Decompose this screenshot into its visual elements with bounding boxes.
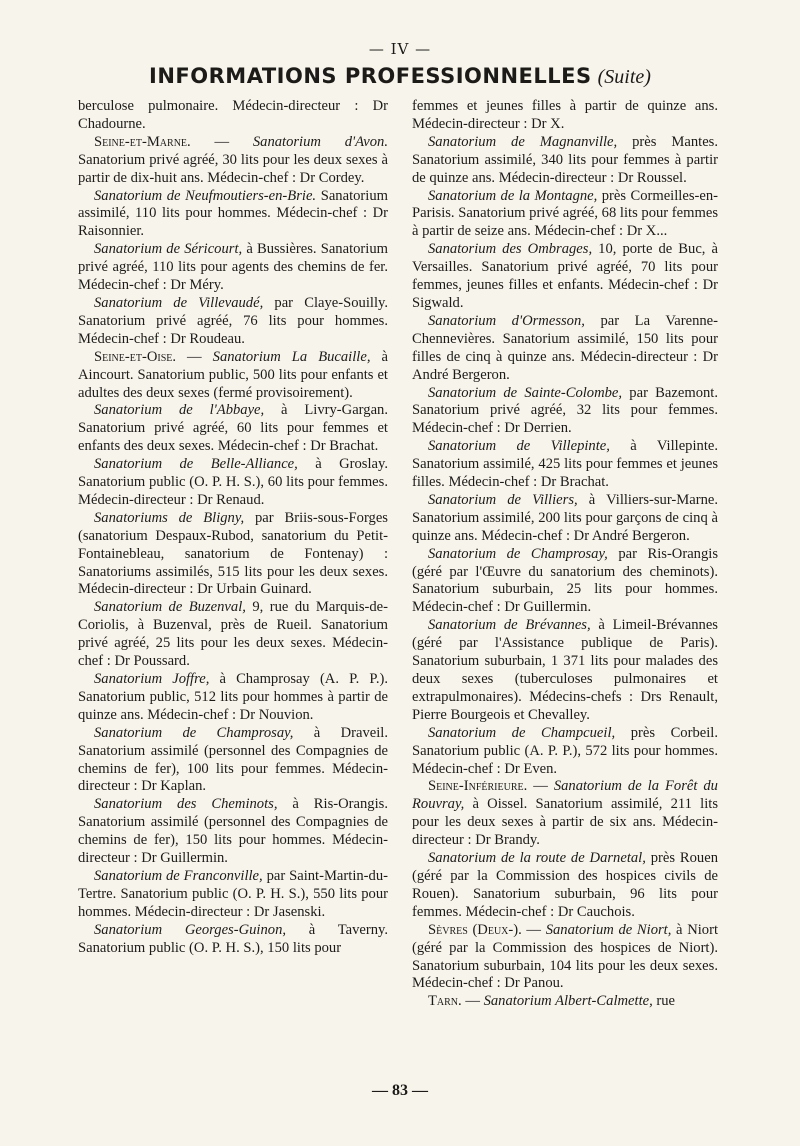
entry-text: près Corbeil. Sanatorium public (A. P. P.), 572 lits pour hommes. Médecin-chef : Dr Even.	[412, 724, 718, 777]
entry-name: Sanatorium de Séricourt,	[94, 241, 243, 258]
entry	[78, 796, 388, 868]
entry-text: Sanatorium privé agréé, 30 lits pour les deux sexes à partir de dix-huit ans. Médecin-chef : Dr Cordey.	[78, 151, 388, 186]
entry-continuation	[412, 98, 718, 134]
entry-name: Sanatorium de Champcueil,	[428, 724, 616, 741]
entry	[78, 349, 388, 403]
entry-text: à Oissel. Sanatorium assimilé, 211 lits pour les deux sexes à partir de six ans. Médecin-directeur : Dr Brandy.	[412, 796, 718, 849]
entry-text: Sanatorium assimilé, 110 lits pour hommes. Médecin-chef : Dr Raisonnier.	[78, 187, 388, 240]
entry-text: 10, porte de Buc, à Versailles. Sanatorium privé agréé, 70 lits pour femmes, jeunes filles et enfants. Médecin-chef : Dr Sigwald.	[412, 241, 718, 311]
entry-name: Sanatorium de Magnanville,	[428, 133, 618, 150]
entry	[412, 617, 718, 724]
entry	[78, 188, 388, 242]
entry-name: Sanatorium de Villepinte,	[428, 438, 610, 455]
roman-page-number: — IV —	[368, 40, 432, 58]
entry	[412, 134, 718, 188]
entry-text: près Mantes. Sanatorium assimilé, 340 lits pour femmes à partir de quinze ans. Médecin-directeur : Dr Roussel.	[412, 133, 718, 186]
entry-text: à Bussières. Sanatorium privé agréé, 110 lits pour agents des chemins de fer. Médecin-chef : Dr Méry.	[78, 241, 388, 294]
entry-name: Sanatorium de Villevaudé,	[94, 294, 264, 311]
entry	[78, 134, 388, 188]
entry-text: à Draveil. Sanatorium assimilé (personnel des Compagnies de chemins de fer), 100 lits pour femmes. Médecin-directeur : Dr Kaplan.	[78, 724, 389, 795]
entry-text: près Cormeilles-en-Parisis. Sanatorium privé agréé, 68 lits pour femmes à partir de seize ans. Médecin-chef : Dr X...	[412, 187, 718, 240]
entry-name: Sanatorium de Sainte-Colombe,	[428, 384, 623, 401]
entry-region: Sèvres (Deux-). —	[428, 921, 542, 938]
entry-text: femmes et jeunes filles à partir de quinze ans. Médecin-directeur : Dr X.	[412, 98, 718, 132]
entry	[412, 725, 718, 779]
entry-text: berculose pulmonaire. Médecin-directeur : Dr Chadourne.	[78, 98, 388, 132]
entry-text: à Ris-Orangis. Sanatorium assimilé (personnel des Compagnies de chemins de fer), 150 lits pour hommes. Médecin-directeur : Dr Guillermin.	[78, 796, 388, 867]
entry-text: par Claye-Souilly. Sanatorium privé agréé, 76 lits pour hommes. Médecin-chef : Dr Roudeau.	[78, 294, 388, 347]
entry	[78, 456, 388, 510]
entry-name: Sanatorium de Brévannes,	[428, 617, 591, 634]
page-header	[0, 64, 800, 89]
entry	[412, 438, 718, 492]
entry-text: 9, rue du Marquis-de-Coriolis, à Buzenval, près de Rueil. Sanatorium privé agréé, 25 lits pour les deux sexes. Médecin-chef : Dr Poussard.	[78, 599, 389, 670]
entry-region: Tarn. —	[428, 993, 480, 1010]
entry-text: à Taverny. Sanatorium public (O. P. H. S.), 150 lits pour	[78, 921, 388, 956]
entry	[78, 295, 388, 349]
entry-text: à Groslay. Sanatorium public (O. P. H. S.), 60 lits pour femmes. Médecin-directeur : Dr Renaud.	[78, 456, 388, 508]
entry	[412, 241, 718, 313]
entry-name: Sanatorium des Cheminots,	[94, 796, 278, 813]
entry-name: Sanatorium La Bucaille,	[212, 348, 371, 365]
entry-text: rue	[652, 993, 676, 1010]
entry-name: Sanatorium de la route de Darnetal,	[428, 850, 646, 867]
entry-name: Sanatorium de Neufmoutiers-en-Brie.	[94, 187, 317, 204]
entry	[412, 313, 718, 385]
entry-name: Sanatorium de l'Abbaye,	[94, 402, 265, 419]
entry	[78, 922, 388, 958]
page-title-suffix: (Suite)	[597, 66, 651, 88]
entry-region: Seine-Inférieure. —	[428, 778, 548, 795]
entry	[412, 492, 718, 546]
entry-continuation	[78, 98, 388, 134]
entry	[78, 510, 388, 600]
entry-name: Sanatorium de Franconville,	[94, 867, 263, 884]
entry-name: Sanatorium de Champrosay,	[94, 724, 294, 741]
entry-name: Sanatorium d'Ormesson,	[428, 312, 585, 329]
entry-name: Sanatorium de la Forêt du Rouvray,	[412, 778, 718, 813]
entry-name: Sanatorium de Belle-Alliance,	[94, 456, 298, 473]
entry	[412, 385, 718, 439]
entry	[78, 868, 388, 922]
page-title: INFORMATIONS PROFESSIONNELLES	[149, 64, 592, 88]
entry-region: Seine-et-Oise. —	[94, 348, 202, 365]
entry	[412, 778, 718, 850]
entry-text: à Villepinte. Sanatorium assimilé, 425 lits pour femmes et jeunes filles. Médecin-chef : Dr Brachat.	[412, 438, 718, 491]
entry-name: Sanatorium Georges-Guinon,	[94, 921, 287, 938]
entry-text: à Aincourt. Sanatorium public, 500 lits pour enfants et adultes des deux sexes (fermé provisoirement).	[78, 348, 388, 401]
entry-text: par Bazemont. Sanatorium privé agréé, 32 lits pour femmes. Médecin-chef : Dr Derrien.	[412, 384, 718, 437]
entry-name: Sanatorium d'Avon.	[252, 133, 388, 150]
entry-text: à Champrosay (A. P. P.). Sanatorium public, 512 lits pour hommes à partir de quinze ans. Médecin-chef : Dr Nouvion.	[78, 671, 389, 723]
entry	[78, 402, 388, 456]
entry-text: à Limeil-Brévannes (géré par l'Assistance publique de Paris). Sanatorium suburbain, 1 371 lits pour malades des deux sexes (tuberculoses pulmonaires et extrapulmonaires). Médecins-chefs : Drs Renault, Pierre Bourgeois et Chevalley.	[412, 617, 718, 723]
entry	[412, 546, 718, 618]
entry	[412, 993, 718, 1011]
entry	[78, 671, 388, 725]
entry-region: Seine-et-Marne. —	[94, 133, 230, 150]
entry-text: près Rouen (géré par la Commission des hospices civils de Rouen). Sanatorium suburbain, 96 lits pour femmes. Médecin-chef : Dr Cauchois.	[412, 850, 718, 920]
entry-name: Sanatorium des Ombrages,	[428, 241, 593, 258]
entry-name: Sanatorium de Niort,	[545, 921, 672, 938]
entry	[78, 725, 388, 797]
page-number: — 83 —	[372, 1082, 428, 1099]
entry-name: Sanatorium de Champrosay,	[428, 545, 608, 562]
entry-text: à Livry-Gargan. Sanatorium privé agréé, 60 lits pour femmes et enfants des deux sexes. Médecin-chef : Dr Brachat.	[78, 402, 388, 455]
entry-text: par Briis-sous-Forges (sanatorium Despaux-Rubod, sanatorium du Petit-Fontainebleau, sanatorium de Fontenay) : Sanatoriums assimilés, 515 lits pour les deux sexes. Médecin-directeur : Dr Urbain Guinard.	[78, 509, 388, 598]
entry	[412, 922, 718, 994]
entry-name: Sanatorium de la Montagne,	[428, 187, 598, 204]
entry-text: à Villiers-sur-Marne. Sanatorium assimilé, 200 lits pour garçons de cinq à quinze ans. Médecin-chef : Dr André Bergeron.	[412, 491, 718, 544]
entry-text: par Saint-Martin-du-Tertre. Sanatorium public (O. P. H. S.), 550 lits pour hommes. Médecin-directeur : Dr Jasenski.	[78, 867, 388, 920]
entry-name: Sanatorium Albert-Calmette,	[483, 993, 653, 1010]
entry	[78, 599, 388, 671]
entry	[412, 850, 718, 922]
left-column	[78, 98, 388, 958]
entry-name: Sanatorium de Villiers,	[428, 491, 578, 508]
entry	[412, 188, 718, 242]
entry-text: à Niort (géré par la Commission des hospices de Niort). Sanatorium suburbain, 104 lits pour les deux sexes. Médecin-chef : Dr Panou.	[412, 921, 718, 992]
entry-name: Sanatorium de Buzenval,	[94, 599, 246, 616]
entry-name: Sanatoriums de Bligny,	[94, 509, 245, 526]
right-column	[412, 98, 718, 1011]
entry-text: par Ris-Orangis (géré par l'Œuvre du sanatorium des cheminots). Sanatorium suburbain, 25 lits pour hommes. Médecin-chef : Dr Guillermin.	[412, 545, 719, 616]
entry-text: par La Varenne-Chennevières. Sanatorium assimilé, 150 lits pour filles de cinq à quinze ans. Médecin-directeur : Dr André Bergeron.	[412, 312, 719, 383]
entry-name: Sanatorium Joffre,	[94, 671, 210, 687]
entry	[78, 241, 388, 295]
